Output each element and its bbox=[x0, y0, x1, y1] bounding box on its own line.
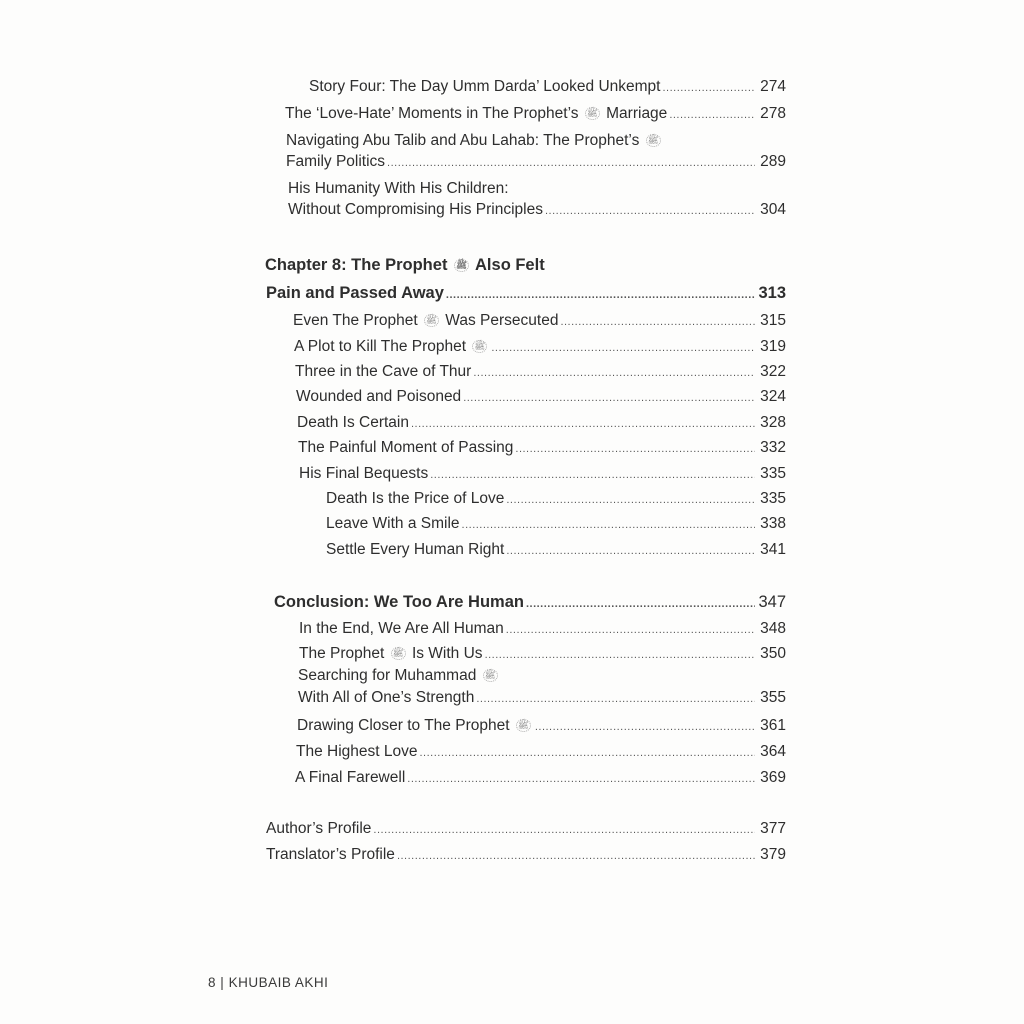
toc-page-number: 335 bbox=[760, 490, 786, 507]
leader-dots bbox=[535, 717, 755, 737]
toc-entry-title: With All of One’s Strength bbox=[298, 689, 475, 706]
toc-page-number: 278 bbox=[760, 105, 786, 122]
toc-entry-title: The Prophet ﷺ Is With Us bbox=[299, 645, 483, 662]
pbuh-calligraphy-icon: ﷺ bbox=[516, 719, 531, 732]
chapter-entry bbox=[274, 592, 786, 614]
toc-entry-title: Author’s Profile bbox=[266, 820, 372, 837]
toc-page-number: 322 bbox=[760, 363, 786, 380]
pbuh-calligraphy-icon: ﷺ bbox=[585, 107, 600, 120]
toc-entry bbox=[299, 644, 786, 665]
leader-dots bbox=[476, 689, 755, 709]
toc-page-number: 350 bbox=[760, 645, 786, 662]
toc-page-number: 274 bbox=[760, 78, 786, 95]
toc-entry bbox=[288, 200, 786, 221]
toc-entry-title: Family Politics bbox=[286, 153, 386, 170]
toc-entry bbox=[266, 845, 786, 866]
toc-entry-title: Story Four: The Day Umm Darda’ Looked Unkempt bbox=[309, 78, 661, 95]
leader-dots bbox=[473, 363, 755, 383]
toc-entry-title: A Plot to Kill The Prophet ﷺ bbox=[294, 337, 489, 357]
toc-page-number: 341 bbox=[760, 541, 786, 558]
toc-entry-title: Death Is Certain bbox=[297, 414, 409, 431]
toc-entry bbox=[296, 387, 786, 408]
toc-entry bbox=[266, 819, 786, 840]
toc-page-number: 338 bbox=[760, 515, 786, 532]
toc-page-number: 332 bbox=[760, 439, 786, 456]
toc-page-number: 364 bbox=[760, 743, 786, 760]
toc-entry bbox=[293, 311, 786, 332]
toc-page-number: 361 bbox=[760, 717, 786, 734]
toc-entry-title: Death Is the Price of Love bbox=[326, 490, 505, 507]
leader-dots bbox=[526, 594, 755, 614]
toc-entry-title: A Final Farewell bbox=[295, 769, 406, 786]
toc-entry-title: Without Compromising His Principles bbox=[288, 201, 543, 218]
toc-entry bbox=[326, 540, 786, 561]
leader-dots bbox=[463, 388, 755, 408]
toc-page-number: 315 bbox=[760, 312, 786, 329]
toc-entry-title: Wounded and Poisoned bbox=[296, 388, 462, 405]
toc-entry-first-line: His Humanity With His Children: bbox=[288, 180, 509, 197]
toc-entry bbox=[299, 619, 786, 640]
toc-entry-title: Leave With a Smile bbox=[326, 515, 460, 532]
toc-entry bbox=[298, 688, 786, 709]
toc-entry bbox=[297, 413, 786, 434]
leader-dots bbox=[411, 414, 755, 434]
leader-dots bbox=[491, 338, 755, 358]
toc-page-number: 347 bbox=[758, 593, 786, 611]
toc-entry-title: Translator’s Profile bbox=[266, 846, 395, 863]
toc-entry-first-line: Searching for Muhammad ﷺ bbox=[298, 666, 500, 686]
toc-page-number: 379 bbox=[760, 846, 786, 863]
toc-entry bbox=[295, 768, 786, 789]
chapter-title: Conclusion: We Too Are Human bbox=[274, 593, 524, 611]
toc-page-number: 319 bbox=[760, 338, 786, 355]
pbuh-calligraphy-icon: ﷺ bbox=[646, 134, 661, 147]
toc-page-number: 369 bbox=[760, 769, 786, 786]
leader-dots bbox=[373, 820, 755, 840]
leader-dots bbox=[446, 285, 755, 305]
toc-entry-title: Three in the Cave of Thur bbox=[295, 363, 472, 380]
footer-separator: | bbox=[220, 975, 225, 990]
toc-entry bbox=[286, 152, 786, 173]
toc-page-number: 324 bbox=[760, 388, 786, 405]
toc-page-number: 348 bbox=[760, 620, 786, 637]
toc-entry-first-line: Navigating Abu Talib and Abu Lahab: The Prophet’s ﷺ bbox=[286, 131, 663, 151]
leader-dots bbox=[462, 515, 755, 535]
pbuh-calligraphy-icon: ﷺ bbox=[472, 340, 487, 353]
leader-dots bbox=[662, 78, 755, 98]
leader-dots bbox=[669, 105, 755, 125]
leader-dots bbox=[387, 153, 755, 173]
leader-dots bbox=[407, 769, 755, 789]
toc-entry bbox=[294, 337, 786, 358]
toc-entry-title: In the End, We Are All Human bbox=[299, 620, 504, 637]
pbuh-calligraphy-icon: ﷺ bbox=[424, 314, 439, 327]
chapter-title: Pain and Passed Away bbox=[266, 284, 444, 302]
leader-dots bbox=[430, 465, 755, 485]
toc-entry-title: The Painful Moment of Passing bbox=[298, 439, 514, 456]
pbuh-calligraphy-icon: ﷺ bbox=[483, 669, 498, 682]
leader-dots bbox=[397, 846, 755, 866]
chapter-entry bbox=[266, 283, 786, 305]
toc-page-number: 355 bbox=[760, 689, 786, 706]
leader-dots bbox=[560, 312, 755, 332]
toc-entry bbox=[296, 742, 786, 763]
footer-author: KHUBAIB AKHI bbox=[228, 975, 329, 990]
chapter-heading-first-line: Chapter 8: The Prophet ﷺ Also Felt bbox=[265, 256, 545, 274]
toc-entry bbox=[298, 438, 786, 459]
toc-page-number: 377 bbox=[760, 820, 786, 837]
toc-entry bbox=[297, 716, 786, 737]
leader-dots bbox=[506, 541, 755, 561]
toc-page-number: 304 bbox=[760, 201, 786, 218]
leader-dots bbox=[545, 201, 755, 221]
toc-entry-title: The ‘Love-Hate’ Moments in The Prophet’s ﷺ Marriage bbox=[285, 105, 668, 122]
toc-entry-title: Even The Prophet ﷺ Was Persecuted bbox=[293, 312, 559, 329]
toc-entry bbox=[299, 464, 786, 485]
toc-entry bbox=[309, 77, 786, 98]
toc-entry-title: The Highest Love bbox=[296, 743, 418, 760]
toc-entry bbox=[285, 104, 786, 125]
pbuh-calligraphy-icon: ﷺ bbox=[391, 647, 406, 660]
leader-dots bbox=[420, 743, 756, 763]
toc-page-number: 328 bbox=[760, 414, 786, 431]
footer-page-number: 8 bbox=[208, 975, 217, 990]
toc-entry-title: Drawing Closer to The Prophet ﷺ bbox=[297, 716, 533, 736]
toc-entry bbox=[326, 489, 786, 510]
leader-dots bbox=[506, 620, 755, 640]
pbuh-calligraphy-icon: ﷺ bbox=[454, 259, 469, 272]
toc-entry-title: Settle Every Human Right bbox=[326, 541, 505, 558]
toc-page-number: 289 bbox=[760, 153, 786, 170]
toc-entry-title: His Final Bequests bbox=[299, 465, 429, 482]
page-footer bbox=[208, 975, 328, 990]
toc-page-number: 335 bbox=[760, 465, 786, 482]
leader-dots bbox=[515, 439, 755, 459]
toc-page-number: 313 bbox=[758, 284, 786, 302]
toc-entry bbox=[326, 514, 786, 535]
leader-dots bbox=[485, 645, 755, 665]
leader-dots bbox=[506, 490, 755, 510]
toc-entry bbox=[295, 362, 786, 383]
